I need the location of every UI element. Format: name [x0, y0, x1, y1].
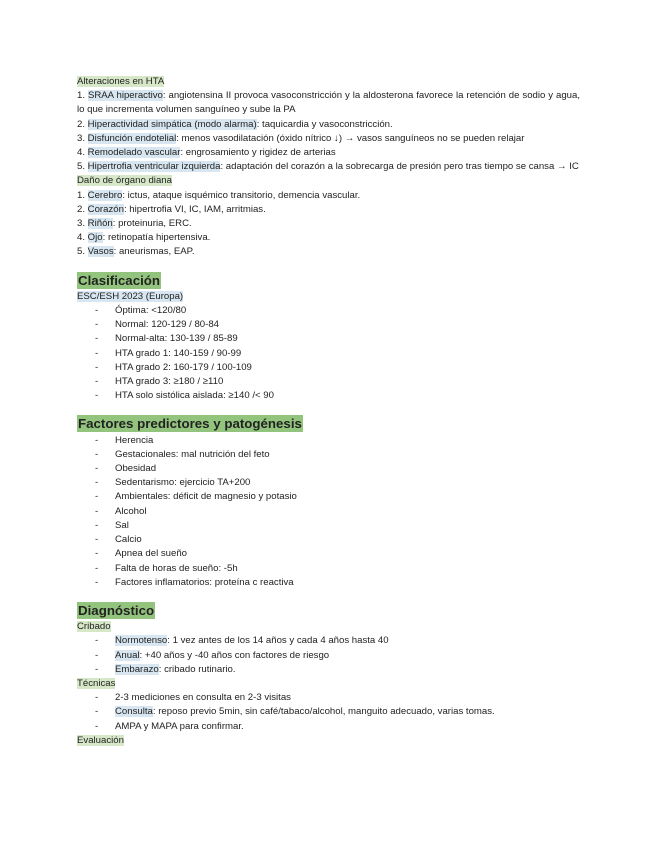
term-highlight: Riñón — [87, 218, 113, 230]
list-item: - Embarazo: cribado rutinario. — [95, 663, 236, 675]
list-item: - Óptima: <120/80 — [95, 305, 187, 317]
list-item: - Obesidad — [95, 463, 157, 475]
list-item: 5. Vasos: aneurismas, EAP. — [77, 246, 195, 258]
list-item: - Falta de horas de sueño: -5h — [95, 562, 238, 574]
list-item: - Normotenso: 1 vez antes de los 14 años y cada 4 años hasta 40 — [95, 635, 389, 647]
factores-heading: Factores predictores y patogénesis — [78, 416, 302, 432]
list-item: - Ambientales: déficit de magnesio y potasio — [95, 491, 297, 503]
list-item: - Consulta: reposo previo 5min, sin café/tabaco/alcohol, manguito adecuado, varias tomas. — [95, 706, 495, 718]
list-item: - HTA grado 1: 140-159 / 90-99 — [95, 347, 242, 359]
tecnicas-title: Técnicas — [77, 677, 116, 689]
alteraciones-title: Alteraciones en HTA — [77, 76, 165, 87]
term-highlight: SRAA hiperactivo — [87, 90, 163, 102]
list-item: - HTA solo sistólica aislada: ≥140 /< 90 — [95, 390, 274, 402]
document-page — [77, 75, 580, 748]
term-highlight: Anual — [115, 649, 140, 661]
term-highlight: Vasos — [87, 246, 114, 258]
list-item: 1. Cerebro: ictus, ataque isquémico transitorio, demencia vascular. — [77, 189, 361, 201]
section-diagnostico — [77, 602, 580, 748]
term-highlight: Remodelado vascular — [87, 147, 181, 159]
list-item: 3. Disfunción endotelial: menos vasodilatación (óxido nítrico ↓) → vasos sanguíneos no se pueden relajar — [77, 132, 525, 144]
list-item: - Normal-alta: 130-139 / 85-89 — [95, 333, 238, 345]
list-item: - Anual: +40 años y -40 años con factores de riesgo — [95, 649, 330, 661]
list-item: - Alcohol — [95, 505, 147, 517]
section-clasificacion — [77, 272, 580, 404]
list-item: 2. Hiperactividad simpática (modo alarma): taquicardia y vasoconstricción. — [77, 118, 393, 130]
list-item: 1. SRAA hiperactivo: angiotensina II provoca vasoconstricción y la aldosterona favorece la retención de sodio y agua, lo que incrementa volumen sanguíneo y sube la PA — [77, 90, 581, 116]
list-item: 2. Corazón: hipertrofia VI, IC, IAM, arritmias. — [77, 203, 266, 215]
diagnostico-heading: Diagnóstico — [78, 602, 155, 618]
list-item: - AMPA y MAPA para confirmar. — [95, 720, 244, 732]
list-item: 4. Remodelado vascular: engrosamiento y rigidez de arterias — [77, 147, 336, 159]
section-dano-organo — [77, 174, 580, 259]
term-highlight: Normotenso — [115, 635, 168, 647]
list-item: - Normal: 120-129 / 80-84 — [95, 319, 219, 331]
list-item: - HTA grado 2: 160-179 / 100-109 — [95, 361, 252, 373]
dano-title: Daño de órgano diana — [77, 175, 172, 187]
list-item: - Gestacionales: mal nutrición del feto — [95, 448, 270, 460]
list-item: - Factores inflamatorios: proteína c reactiva — [95, 576, 294, 588]
list-item: - Sedentarismo: ejercicio TA+200 — [95, 477, 251, 489]
list-item: - Herencia — [95, 434, 154, 446]
list-item: - 2-3 mediciones en consulta en 2-3 visitas — [95, 692, 291, 704]
term-highlight: Ojo — [87, 232, 103, 244]
term-highlight: Hipertrofia ventricular izquierda — [87, 161, 221, 173]
clasificacion-subtitle: ESC/ESH 2023 (Europa) — [77, 290, 184, 302]
evaluacion-title: Evaluación — [77, 734, 124, 746]
list-item: - HTA grado 3: ≥180 / ≥110 — [95, 376, 224, 388]
list-item: - Apnea del sueño — [95, 548, 188, 560]
term-highlight: Consulta — [115, 706, 153, 718]
list-item: 3. Riñón: proteinuria, ERC. — [77, 218, 192, 230]
section-alteraciones — [77, 75, 580, 174]
term-highlight: Embarazo — [115, 663, 159, 675]
list-item: - Sal — [95, 519, 129, 531]
term-highlight: Cerebro — [87, 189, 123, 201]
list-item: 4. Ojo: retinopatía hipertensiva. — [77, 232, 211, 244]
list-item: - Calcio — [95, 534, 142, 546]
list-item: 5. Hipertrofia ventricular izquierda: adaptación del corazón a la sobrecarga de presión pero tras tiempo se cansa → IC — [77, 161, 579, 173]
term-highlight: Corazón — [87, 203, 124, 215]
cribado-title: Cribado — [77, 621, 111, 633]
section-factores — [77, 415, 580, 589]
clasificacion-heading: Clasificación — [78, 272, 161, 288]
term-highlight: Disfunción endotelial — [87, 132, 177, 144]
term-highlight: Hiperactividad simpática (modo alarma) — [87, 118, 257, 130]
